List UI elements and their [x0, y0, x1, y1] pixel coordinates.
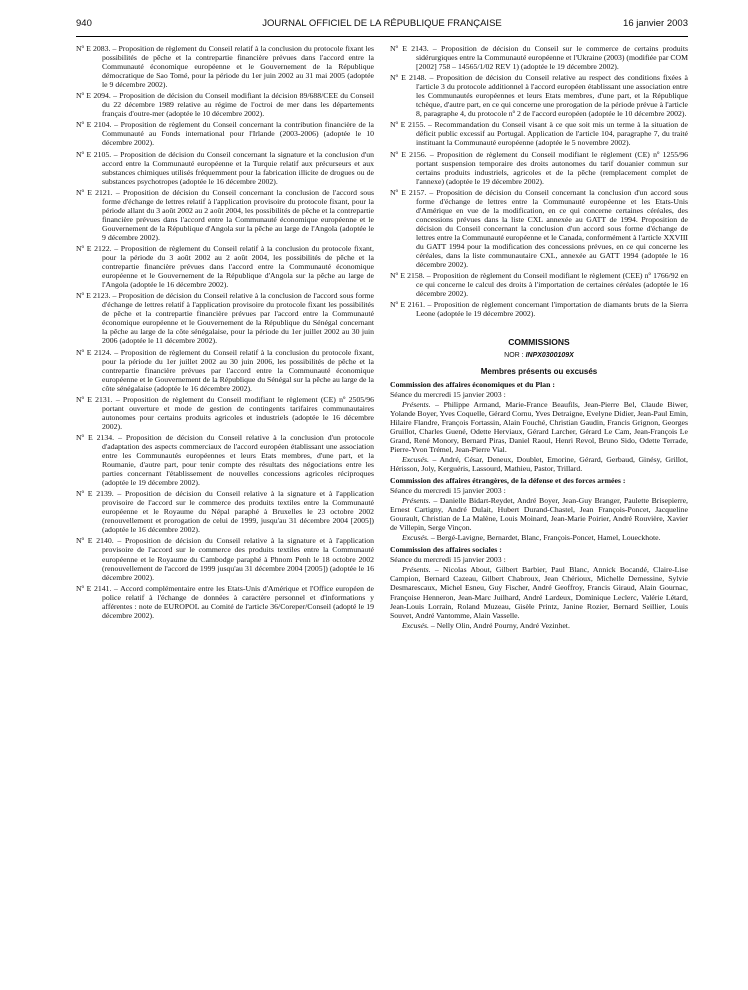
committee-block — [390, 476, 688, 542]
decision-entry: Nº E 2104. – Proposition de règlement du Conseil concernant la contribution financière de la Communauté au Fonds international pour l'Irlande (2003-2006) (adoptée le 10 décembre 2002). — [76, 120, 374, 148]
committee-title: Commission des affaires étrangères, de la défense et des forces armées : — [390, 475, 626, 485]
header-rule — [76, 36, 688, 37]
present-label: Présents. — [402, 399, 431, 409]
decision-entry: Nº E 2143. – Proposition de décision du Conseil sur le commerce de certains produits sidérurgiques entre la Communauté européenne et l'Ukraine (2003) (modifiée par COM [2002] 758 – 14565/1/02 REV 1) (adoptée le 19 décembre 2002). — [390, 44, 688, 72]
session-date: Séance du mercredi 15 janvier 2003 : — [390, 486, 506, 496]
session-date: Séance du mercredi 15 janvier 2003 : — [390, 389, 506, 399]
committee-title: Commission des affaires économiques et du Plan : — [390, 379, 555, 389]
decision-entry: Nº E 2131. – Proposition de règlement du Conseil modifiant le règlement (CE) nº 2505/96 portant ouverture et mode de gestion de contingents tarifaires communautaires autonomes pour certains produits agricoles et industriels (adoptée le 16 décembre 2002). — [76, 394, 374, 431]
decision-entry: Nº E 2134. – Proposition de décision du Conseil relative à la conclusion d'un protocole d'adaptation des aspects commerciaux de l'accord européen établissant une association entre les Communautés européennes et leurs Etats membres, d'une part, et la Roumanie, d'autre part, pour tenir compte des résultats des négociations entre les parties concernant l'établissement de nouvelles concessions agricoles réciproques (adoptée le 19 décembre 2002). — [76, 432, 374, 488]
present-members — [390, 400, 688, 454]
nor-label: NOR : — [504, 352, 524, 360]
decision-entry: Nº E 2156. – Proposition de règlement du Conseil modifiant le règlement (CE) nº 1255/96 portant suspension temporaire des droits autonomes du tarif douanier commun sur certains produits industriels, agricoles et de la pêche (remplacement complet de l'annexe) (adoptée le 19 décembre 2002). — [390, 149, 688, 186]
decision-entry: Nº E 2124. – Proposition de règlement du Conseil relatif à la conclusion du protocole fixant, pour la période du 1er juillet 2002 au 30 juin 2006, les possibilités de pêche et la contrepartie financière prévues par l'accord entre la Communauté économique européenne et le Gouvernement de la République du Sénégal sur la pêche au large de la côte sénégalaise (adoptée le 16 décembre 2002). — [76, 347, 374, 393]
nor-code: INPX0300109X — [525, 352, 574, 360]
decision-entry: Nº E 2161. – Proposition de règlement concernant l'importation de diamants bruts de la Sierra Leone (adoptée le 19 décembre 2002). — [390, 300, 688, 319]
present-names: – Danielle Bidart-Reydet, André Boyer, Jean-Guy Branger, Paulette Brisepierre, Ernest Cartigny, André Dulait, Hubert Durand-Chastel, Jean François-Poncet, Jacqueline Gourault, Christian de La Malène, Louis Moinard, Jean-Marie Poirier, André Rouvière, Xavier de Villepin, Serge Vinçon. — [390, 496, 688, 533]
members-subtitle: Membres présents ou excusés — [480, 367, 598, 377]
decision-entry: Nº E 2083. – Proposition de règlement du Conseil relatif à la conclusion du protocole fixant les possibilités de pêche et la contrepartie financière prévues dans l'accord entre la Communauté économique européenne et le Gouvernement de la République démocratique de Sao Tomé, pour la période du 1er juin 2002 au 31 mai 2005 (adoptée le 9 décembre 2002). — [76, 44, 374, 90]
excused-label: Excusés. — [402, 454, 429, 464]
excused-label: Excusés. — [402, 620, 429, 630]
decision-entry: Nº E 2148. – Proposition de décision du Conseil relative au respect des conditions fixées à l'article 3 du protocole additionnel à l'accord européen établissant une association entre les Communautés européennes et leurs Etats membres, d'une part, et la République tchèque, d'autre part, en ce qui concerne une prorogation de la période prévue à l'article 8, paragraphe 4, du protocole nº 2 de l'accord européen (adoptée le 10 décembre 2002). — [390, 73, 688, 119]
page-header — [76, 18, 688, 34]
nor-reference — [390, 351, 688, 360]
decision-entry: Nº E 2157. – Proposition de décision du Conseil concernant la conclusion d'un accord sous forme d'échange de lettres entre la Communauté européenne et les Etats-Unis d'Amérique en vue de la modification, en ce qui concerne certaines céréales, des concessions prévues dans la liste CXL annexée au GATT de 1994. Proposition de décision du Conseil concernant la conclusion d'un accord sous forme d'échange de lettres entre la Communauté européenne et le Canada, conformément à l'article XXVIII du GATT 1994 pour la modification des concessions prévues, en ce qui concerne les céréales, dans la liste communautaire CXL, annexée au GATT 1994 (adoptée le 16 décembre 2002). — [390, 187, 688, 270]
present-members — [390, 496, 688, 532]
decision-entry: Nº E 2123. – Proposition de décision du Conseil relative à la conclusion de l'accord sous forme d'échange de lettres relatif à l'application provisoire du protocole fixant les possibilités de pêche et la contrepartie financière prévues par l'accord entre la Communauté économique européenne et le Gouvernement de la République du Sénégal concernant la pêche au large de la côte sénégalaise, pour la période du 1er juillet 2002 au 30 juin 2006 (adoptée le 11 décembre 2002). — [76, 291, 374, 346]
decision-entry: Nº E 2122. – Proposition de règlement du Conseil relatif à la conclusion du protocole fixant, pour la période du 3 août 2002 au 2 août 2004, les possibilités de pêche et la contrepartie financière prévues dans l'accord entre la Communauté économique européenne et le Gouvernement de la République d'Angola sur la pêche au large de l'Angola (adoptée le 16 décembre 2002). — [76, 243, 374, 290]
left-column — [76, 44, 374, 622]
committee-block — [390, 380, 688, 473]
decision-entry: Nº E 2155. – Recommandation du Conseil visant à ce que soit mis un terme à la situation de déficit public excessif au Portugal. Application de l'article 104, paragraphe 7, du traité instituant la Communauté européenne (adoptée le 5 novembre 2002). — [390, 120, 688, 148]
issue-date: 16 janvier 2003 — [623, 18, 688, 29]
present-names: – Philippe Armand, Marie-France Beaufils, Jean-Pierre Bel, Claude Biwer, Yolande Boyer, Yves Coquelle, Gérard Cornu, Yves Detraigne, Evelyne Didier, Jean-Paul Emin, Hilaire Flandre, François Fortassin, Alain Fouché, Christian Gaudin, Francis Grignon, Georges Gruillot, Charles Guené, Odette Herviaux, Gérard Larcher, Gérard Le Cam, Jean-François Le Grand, René Monory, Bernard Piras, Daniel Raoul, Henri Revol, Bruno Sido, Odette Terrade, Pierre-Yvon Trémel, Jean-Pierre Vial. — [390, 399, 688, 454]
decision-entry: Nº E 2140. – Proposition de décision du Conseil relative à la signature et à l'application provisoire de l'accord sur le commerce des produits textiles entre la Communauté européenne et le Royaume du Cambodge paraphé à Phnom Penh le 18 octobre 2002 (renouvellement de l'accord de 1999 jusqu'au 31 décembre 2004 [2005]) (adoptée le 16 décembre 2002). — [76, 536, 374, 582]
right-entry-list — [390, 44, 688, 318]
page-number: 940 — [76, 18, 92, 29]
excused-label: Excusés. — [402, 533, 429, 543]
decision-entry: Nº E 2094. – Proposition de décision du Conseil modifiant la décision 89/688/CEE du Conseil du 22 décembre 1989 relative au régime de l'octroi de mer dans les départements français d'outre-mer (adoptée le 10 décembre 2002). — [76, 91, 374, 119]
section-title: COMMISSIONS — [508, 337, 570, 348]
excused-members — [390, 533, 688, 542]
excused-members — [390, 455, 688, 473]
present-members — [390, 565, 688, 619]
present-label: Présents. — [402, 496, 431, 506]
excused-members — [390, 621, 688, 630]
excused-names: – Bergé-Lavigne, Bernardet, Blanc, François-Poncet, Hamel, Loueckhote. — [428, 533, 661, 543]
decision-entry: Nº E 2121. – Proposition de décision du Conseil concernant la conclusion de l'accord sous forme d'échange de lettres relatif à l'application provisoire du protocole fixant, pour la période allant du 3 août 2002 au 2 août 2004, les possibilités de pêche et la contrepartie financière prévues dans l'accord entre la Communauté économique européenne et le Gouvernement de la République d'Angola sur la pêche au large de l'Angola (adoptée le 9 décembre 2002). — [76, 187, 374, 242]
present-label: Présents. — [402, 565, 431, 575]
present-names: – Nicolas About, Gilbert Barbier, Paul Blanc, Annick Bocandé, Claire-Lise Campion, Bernard Cazeau, Gilbert Chabroux, Jean Chérioux, Michelle Demessine, Sylvie Desmarescaux, Michel Esneu, Guy Fischer, André Geoffroy, Francis Giraud, Alain Gournac, Françoise Henneron, Jean-Marc Juilhard, André Lardeux, Dominique Leclerc, Valérie Létard, Jean-Louis Lorrain, Roland Muzeau, Gisèle Printz, Janine Rozier, Bernard Seillier, Louis Souvet, André Vantomme, Alain Vasselle. — [390, 565, 688, 620]
decision-entry: Nº E 2139. – Proposition de décision du Conseil relative à la signature et à l'application provisoire de l'accord sur le commerce des produits textiles entre la Communauté européenne et le Royaume du Népal paraphé à Bruxelles le 23 octobre 2002 (renouvellement et prorogation de celui de 1999, jusqu'au 31 décembre 2004 [2005]) (adoptée le 16 décembre 2002). — [76, 489, 374, 535]
decision-entry: Nº E 2141. – Accord complémentaire entre les Etats-Unis d'Amérique et l'Office européen de police relatif à l'échange de données à caractère personnel et d'informations y afférentes : note de EUROPOL au Comité de l'article 36/Coreper/Conseil (adopté le 19 décembre 2002). — [76, 583, 374, 620]
excused-names: – Nelly Olin, André Pourny, André Vezinhet. — [428, 620, 570, 630]
decision-entry: Nº E 2158. – Proposition de règlement du Conseil modifiant le règlement (CEE) nº 1766/92 en ce qui concerne le calcul des droits à l'importation de certaines céréales (adoptée le 16 décembre 2002). — [390, 271, 688, 299]
committee-title: Commission des affaires sociales : — [390, 545, 502, 555]
excused-names: – André, César, Deneux, Doublet, Emorine, Gérard, Gerbaud, Ginésy, Grillot, Hérisson, Joly, Kerguéris, Lassourd, Mathieu, Pastor, Trillard. — [390, 454, 688, 473]
right-column — [390, 44, 688, 631]
decision-entry: Nº E 2105. – Proposition de décision du Conseil concernant la signature et la conclusion d'un accord entre la Communauté européenne et la Turquie relatif aux précurseurs et aux substances chimiques utilisés fréquemment pour la fabrication illicite de drogues ou de substances psychotropes (adoptée le 16 décembre 2002). — [76, 149, 374, 186]
journal-title: JOURNAL OFFICIEL DE LA RÉPUBLIQUE FRANÇAISE — [262, 18, 502, 29]
committee-list — [390, 380, 688, 630]
committee-block — [390, 545, 688, 629]
session-date: Séance du mercredi 15 janvier 2003 : — [390, 555, 506, 565]
